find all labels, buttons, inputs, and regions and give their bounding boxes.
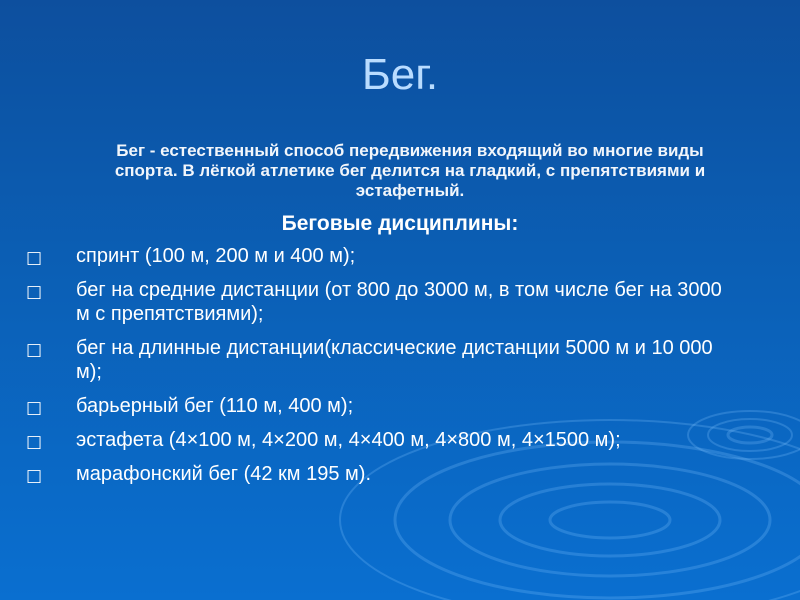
checkbox-square-icon: □ [26,432,43,452]
list-item [18,462,738,486]
checkbox-square-icon: □ [26,398,43,418]
list-item-text: эстафета (4×100 м, 4×200 м, 4×400 м, 4×800 м, 4×1500 м); [76,429,621,451]
slide-title: Бег. [361,50,439,99]
checkbox-square-icon: □ [26,340,43,360]
checkbox-square-icon: □ [26,248,43,268]
list-item [18,394,738,418]
list-item-text: барьерный бег (110 м, 400 м); [76,395,354,417]
list-item [18,278,738,326]
list-item-text: бег на длинные дистанции(классические дистанции 5000 м и 10 000 м); [76,337,713,383]
list-item-text: спринт (100 м, 200 м и 400 м); [76,245,356,267]
intro-paragraph: Бег - естественный способ передвижения входящий во многие виды спорта. В лёгкой атлетике бег делится на гладкий, с препятствиями и эстафетный. [114,141,706,200]
list-item-text: марафонский бег (42 км 195 м). [76,463,372,485]
checkbox-square-icon: □ [26,282,43,302]
list-item [18,428,738,452]
disciplines-heading: Беговые дисциплины: [281,212,519,235]
checkbox-square-icon: □ [26,466,43,486]
list-item [18,244,738,268]
disciplines-list [18,244,738,496]
list-item [18,336,738,384]
list-item-text: бег на средние дистанции (от 800 до 3000 м, в том числе бег на 3000 м с препятствиями); [76,279,722,325]
